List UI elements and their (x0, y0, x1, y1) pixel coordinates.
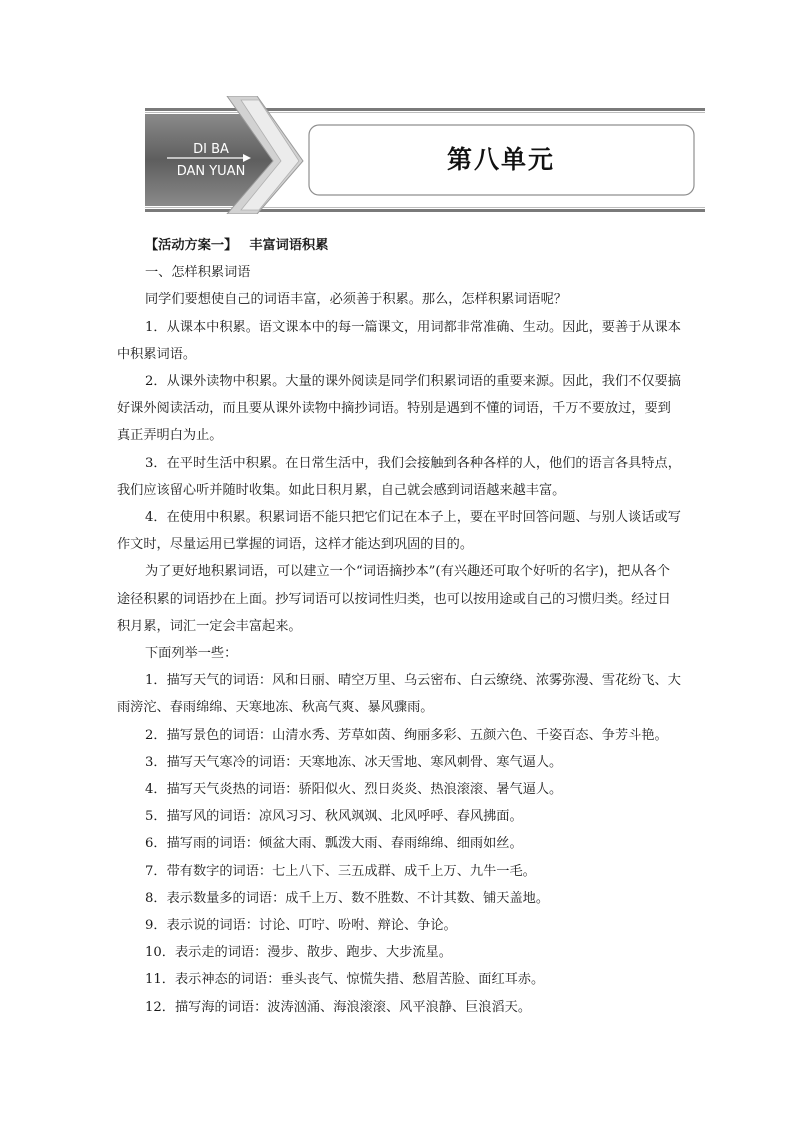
list-item: 12．描写海的词语：波涛汹涌、海浪滚滚、风平浪静、巨浪滔天。 (145, 999, 532, 1015)
list-item: 9．表示说的词语：讨论、叮咛、吩咐、辩论、争论。 (145, 918, 457, 934)
list-item: 2．描写景色的词语：山清水秀、芳草如茵、绚丽多彩、五颜六色、千姿百态、争芳斗艳。 (145, 727, 668, 743)
list-intro: 下面列举一些： (145, 646, 238, 662)
list-item: 8．表示数量多的词语：成千上万、数不胜数、不计其数、铺天盖地。 (145, 890, 550, 906)
point-paragraph: 4．在使用中积累。积累词语不能只把它们记在本子上，要在平时回答问题、与别人谈话或写作文时，尽量运用已掌握的词语，这样才能达到巩固的目的。 (117, 510, 681, 553)
activity-tag: 【活动方案一】 (145, 238, 238, 253)
unit-title: 第八单元 (446, 145, 555, 174)
point-paragraph: 1．从课本中积累。语文课本中的每一篇课文，用词都非常准确、生动。因此，要善于从课本中积累词语。 (117, 319, 681, 362)
section-heading: 一、怎样积累词语 (145, 265, 251, 281)
document-body (117, 232, 683, 1021)
activity-heading (117, 232, 683, 259)
list-item: 11．表示神态的词语：垂头丧气、惊慌失措、愁眉苦脸、面红耳赤。 (145, 972, 545, 988)
activity-title: 丰富词语积累 (249, 238, 329, 253)
list-item: 1．描写天气的词语：风和日丽、晴空万里、乌云密布、白云缭绕、浓雾弥漫、雪花纷飞、大雨滂沱、春雨绵绵、天寒地冻、秋高气爽、暴风骤雨。 (117, 673, 681, 716)
point-paragraph: 3．在平时生活中积累。在日常生活中，我们会接触到各种各样的人，他们的语言各具特点，我们应该留心听并随时收集。如此日积月累，自己就会感到词语越来越丰富。 (117, 455, 681, 498)
list-item: 10．表示走的词语：漫步、散步、跑步、大步流星。 (145, 945, 452, 961)
summary-paragraph: 为了更好地积累词语，可以建立一个“词语摘抄本”(有兴趣还可取个好听的名字)，把从各个途径积累的词语抄在上面。抄写词语可以按词性归类，也可以按用途或自己的习惯归类。经过日积月累，词汇一定会丰富起来。 (117, 564, 671, 634)
list-item: 4．描写天气炎热的词语：骄阳似火、烈日炎炎、热浪滚滚、暑气逼人。 (145, 782, 563, 798)
banner-pinyin-line2: DAN YUAN (176, 164, 246, 179)
list-item: 3．描写天气寒冷的词语：天寒地冻、冰天雪地、寒风刺骨、寒气逼人。 (145, 754, 563, 770)
point-paragraph: 2．从课外读物中积累。大量的课外阅读是同学们积累词语的重要来源。因此，我们不仅要搞好课外阅读活动，而且要从课外读物中摘抄词语。特别是遇到不懂的词语，千万不要放过，要到真正弄明白为止。 (117, 374, 681, 444)
intro-paragraph: 同学们要想使自己的词语丰富，必须善于积累。那么，怎样积累词语呢？ (145, 292, 567, 308)
list-item: 5．描写风的词语：凉风习习、秋风飒飒、北风呼呼、春风拂面。 (145, 809, 523, 825)
list-item: 7．带有数字的词语：七上八下、三五成群、成千上万、九牛一毛。 (145, 863, 536, 879)
banner-pinyin-line1: DI BA (193, 142, 229, 157)
example-list (117, 667, 683, 1021)
list-item: 6．描写雨的词语：倾盆大雨、瓢泼大雨、春雨绵绵、细雨如丝。 (145, 836, 523, 852)
